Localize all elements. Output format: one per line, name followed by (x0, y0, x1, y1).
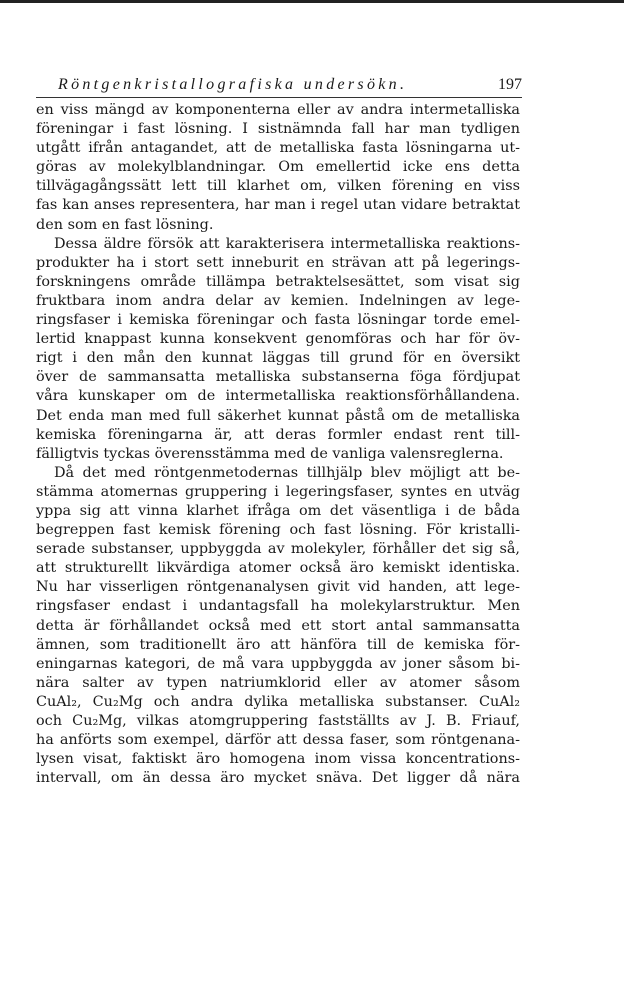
text-line: fas kan anses representera, har man i regel utan vidare betraktat (36, 197, 520, 214)
text-line: ämnen, som traditionellt äro att hänföra till de kemiska för- (36, 636, 520, 653)
text-line: Dessa äldre försök att karakterisera intermetalliska reaktions- (54, 235, 520, 252)
text-line: lertid knappast kunna konsekvent genomföras och har för öv- (36, 331, 520, 348)
text-line: den som en fast lösning. (36, 216, 214, 233)
text-line: yppa sig att vinna klarhet ifråga om det väsentliga i de båda (36, 502, 520, 519)
text-line: att strukturellt likvärdiga atomer också äro kemiskt identiska. (36, 560, 520, 577)
text-line: fälligtvis tyckas överensstämma med de vanliga valensreglerna. (36, 445, 504, 462)
text-line: rigt i den mån den kunnat läggas till grund för en översikt (36, 350, 520, 367)
text-line: ringsfaser i kemiska föreningar och fasta lösningar torde emel- (36, 312, 520, 329)
header-rule (36, 97, 522, 98)
text-line: Det enda man med full säkerhet kunnat påstå om de metalliska (36, 407, 520, 424)
text-line: nära salter av typen natriumklorid eller av atomer såsom (36, 674, 520, 691)
text-line: Nu har visserligen röntgenanalysen givit vid handen, att lege- (36, 579, 520, 596)
text-line: föreningar i fast lösning. I sistnämnda fall har man tydligen (36, 121, 520, 138)
text-line: tillvägagångssätt lett till klarhet om, vilken förening en viss (36, 178, 520, 195)
page-number: 197 (498, 76, 522, 93)
running-title: Röntgenkristallografiska undersökn. (58, 76, 408, 93)
text-line: intervall, om än dessa äro mycket snäva. Det ligger då nära (36, 770, 520, 787)
text-line: detta är förhållandet också med ett stort antal sammansatta (36, 617, 520, 634)
text-line: stämma atomernas gruppering i legeringsfaser, syntes en utväg (36, 483, 520, 500)
top-edge-rule (0, 0, 624, 3)
text-line: lysen visat, faktiskt äro homogena inom vissa koncentrations- (36, 751, 520, 768)
text-line: forskningens område tillämpa betraktelsesättet, som visat sig (36, 273, 520, 290)
text-line: och Cu₂Mg, vilkas atomgruppering fastställts av J. B. Friauf, (36, 713, 520, 729)
running-head (36, 76, 522, 98)
text-line: över de sammansatta metalliska substanserna föga fördjupat (36, 369, 520, 386)
body-text (36, 101, 520, 788)
text-line: ringsfaser endast i undantagsfall ha molekylarstruktur. Men (36, 598, 520, 615)
text-line: begreppen fast kemisk förening och fast lösning. För kristalli- (36, 522, 520, 539)
text-line: våra kunskaper om de intermetalliska reaktionsförhållandena. (36, 388, 520, 405)
text-line: CuAl₂, Cu₂Mg och andra dylika metalliska substanser. CuAl₂ (36, 693, 520, 710)
text-line: utgått ifrån antagandet, att de metalliska fasta lösningarna ut- (36, 140, 520, 157)
text-line: serade substanser, uppbyggda av molekyler, förhåller det sig så, (36, 541, 520, 558)
text-line: en viss mängd av komponenterna eller av andra intermetalliska (36, 102, 520, 118)
text-line: fruktbara inom andra delar av kemien. Indelningen av lege- (36, 292, 520, 309)
text-line: kemiska föreningarna är, att deras formler endast rent till- (36, 426, 520, 443)
text-line: Då det med röntgenmetodernas tillhjälp blev möjligt att be- (54, 464, 520, 481)
text-line: göras av molekylblandningar. Om emellertid icke ens detta (36, 159, 520, 176)
text-line: ha anförts som exempel, därför att dessa faser, som röntgenana- (36, 732, 520, 749)
text-line: produkter ha i stort sett inneburit en strävan att på legerings- (36, 254, 520, 271)
text-line: eningarnas kategori, de må vara uppbyggda av joner såsom bi- (36, 655, 520, 672)
